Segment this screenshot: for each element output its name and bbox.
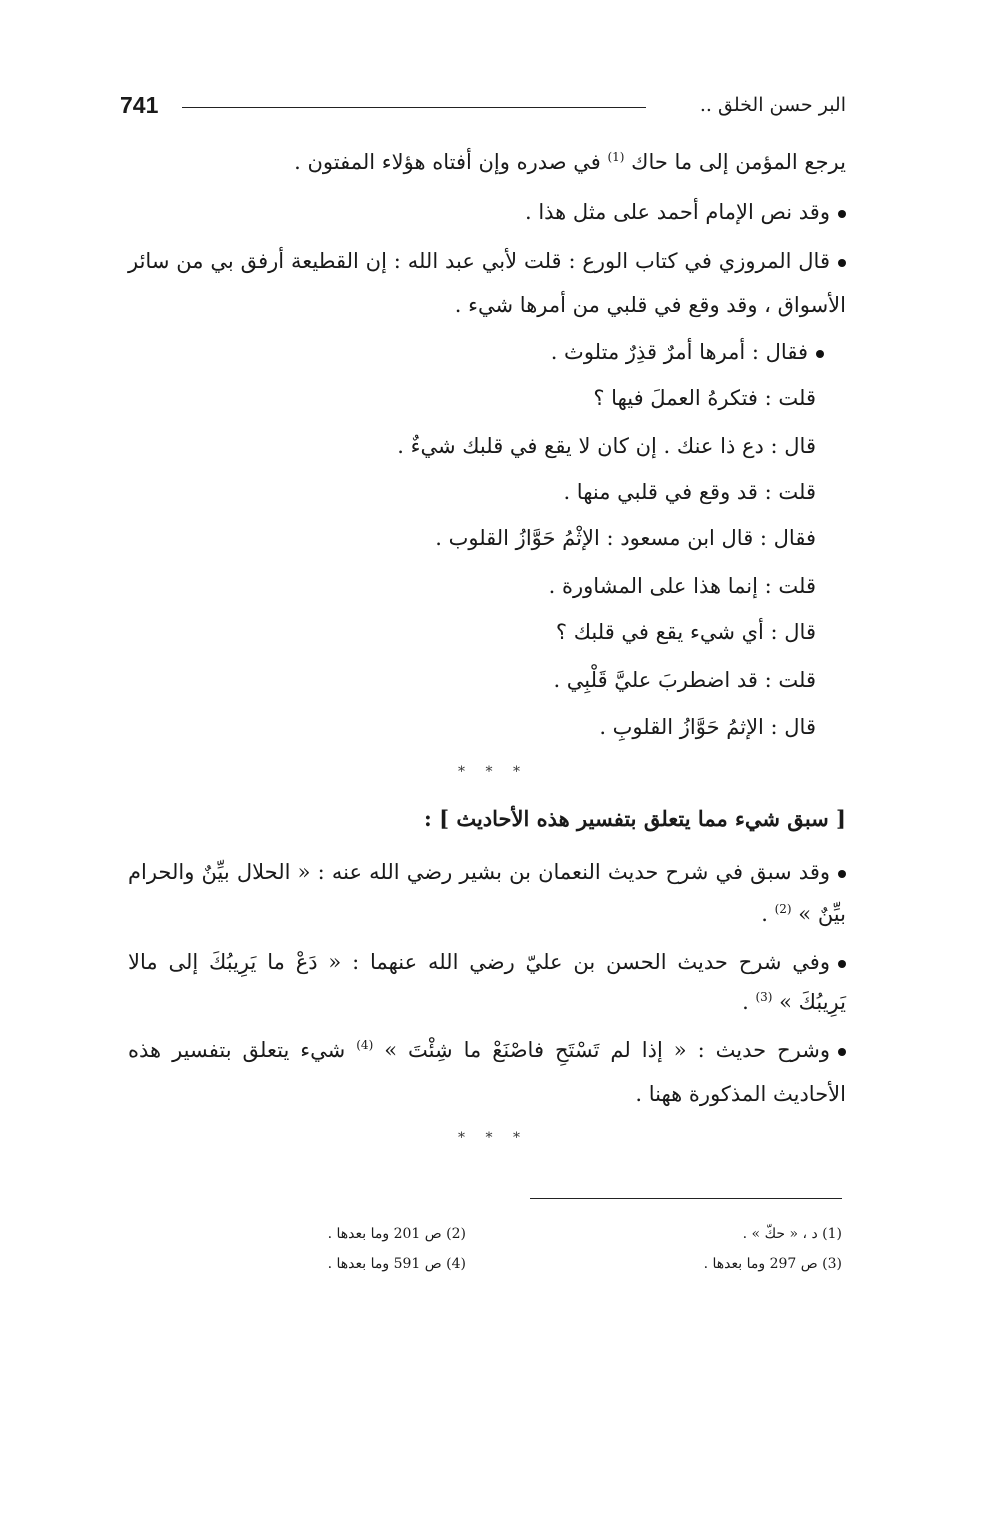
dialogue-line: قال : أي شيء يقع في قلبك ؟ — [555, 620, 816, 644]
dialogue-line: قال : الإثمُ حَوَّازُ القلوبِ . — [599, 715, 816, 739]
footnote: (4) ص 591 وما بعدها . — [327, 1256, 466, 1272]
text-line: يرجع المؤمن إلى ما حاك $^{(1)}$ في صدره وإن أفتاه هؤلاء المفتون . — [294, 150, 846, 174]
text-line: يَرِيبُكَ » $^{(3)}$ . — [742, 990, 846, 1014]
page-number: 741 — [120, 92, 159, 118]
header-rule — [182, 107, 646, 108]
dialogue-line: قلت : إنما هذا على المشاورة . — [548, 574, 816, 598]
footnote: (2) ص 201 وما بعدها . — [327, 1226, 466, 1242]
footnote: (3) ص 297 وما بعدها . — [703, 1256, 842, 1272]
section-separator: * * * — [458, 1130, 528, 1146]
text-line: الأحاديث المذكورة ههنا . — [635, 1082, 846, 1106]
bullet-icon — [838, 870, 846, 878]
bullet-icon — [838, 210, 846, 218]
bullet-line: وفي شرح حديث الحسن بن عليّ رضي الله عنهما : « دَعْ ما يَرِيبُكَ إلى مالا — [128, 950, 846, 974]
bullet-icon — [838, 1048, 846, 1056]
text-line: بيِّنٌ » $^{(2)}$ . — [761, 902, 846, 926]
section-separator: * * * — [458, 764, 528, 780]
bullet-icon — [816, 350, 824, 358]
running-title: البر حسن الخلق .. — [699, 94, 846, 116]
dialogue-line: قلت : قد اضطربَ عليَّ قَلْبِي . — [553, 668, 816, 692]
footnote: (1) د ، « حكّ » . — [742, 1226, 842, 1242]
dialogue-line: قلت : قد وقع في قلبي منها . — [563, 480, 816, 504]
bullet-icon — [838, 259, 846, 267]
bullet-line: وقد سبق في شرح حديث النعمان بن بشير رضي الله عنه : « الحلال بيِّنٌ والحرام — [128, 860, 846, 884]
footnote-ref: (2) — [774, 902, 792, 916]
text-line: الأسواق ، وقد وقع في قلبي من أمرها شيء . — [454, 293, 846, 317]
dialogue-line: قال : دع ذا عنك . إن كان لا يقع في قلبك شيءٌ . — [397, 434, 816, 458]
footnote-ref: (3) — [755, 990, 773, 1004]
bullet-line: قال المروزي في كتاب الورع : قلت لأبي عبد الله : إن القطيعة أرفق بي من سائر — [128, 249, 846, 273]
footnote-ref: (4) — [356, 1038, 374, 1052]
dialogue-line: فقال : قال ابن مسعود : الإثْمُ حَوَّازُ القلوب . — [435, 526, 816, 550]
dialogue-line: قلت : فتكرهُ العملَ فيها ؟ — [593, 386, 816, 410]
bullet-line: وقد نص الإمام أحمد على مثل هذا . — [525, 200, 846, 224]
bullet-line: وشرح حديث : « إذا لم تَسْتَحِ فاصْنَعْ ما شِئْتَ » $^{(4)}$ شيء يتعلق بتفسير هذه — [128, 1038, 846, 1062]
section-heading: [ سبق شيء مما يتعلق بتفسير هذه الأحاديث ] : — [424, 806, 846, 831]
footnote-rule — [530, 1198, 842, 1199]
footnote-ref: (1) — [607, 150, 625, 164]
bullet-icon — [838, 960, 846, 968]
bullet-line: فقال : أمرها أمرٌ قذِرٌ متلوث . — [551, 340, 824, 364]
page-header — [120, 92, 846, 120]
